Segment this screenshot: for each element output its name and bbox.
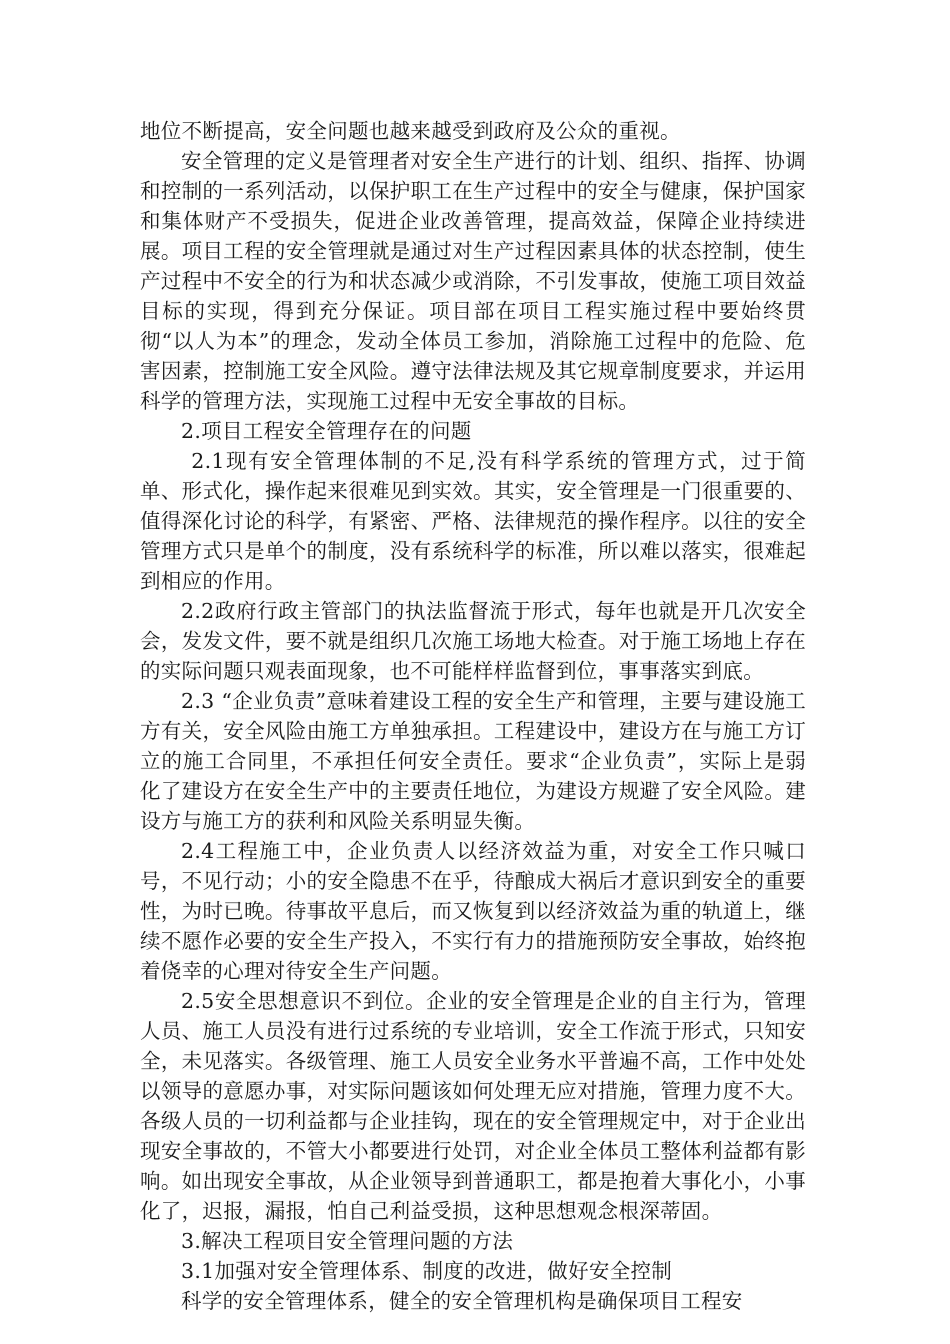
paragraph-2-1: 2.1现有安全管理体制的不足,没有科学系统的管理方式，过于简单、形式化，操作起来很难见到实效。其实，安全管理是一门很重要的、值得深化讨论的科学，有紧密、严格、法律规范的操作程序。以往的安全管理方式只是单个的制度，没有系统科学的标准，所以难以落实，很难起到相应的作用。 <box>140 449 806 593</box>
section-heading-2: 2.项目工程安全管理存在的问题 <box>181 419 472 443</box>
paragraph-2-4: 2.4工程施工中，企业负责人以经济效益为重，对安全工作只喊口号，不见行动；小的安全隐患不在乎，待酿成大祸后才意识到安全的重要性，为时已晚。待事故平息后，而又恢复到以经济效益为重的轨道上，继续不愿作必要的安全生产投入，不实行有力的措施预防安全事故，始终抱着侥幸的心理对待安全生产问题。 <box>140 839 806 983</box>
paragraph-2-5: 2.5安全思想意识不到位。企业的安全管理是企业的自主行为，管理人员、施工人员没有进行过系统的专业培训，安全工作流于形式，只知安全，未见落实。各级管理、施工人员安全业务水平普遍不高，工作中处处以领导的意愿办事，对实际问题该如何处理无应对措施，管理力度不大。各级人员的一切利益都与企业挂钩，现在的安全管理规定中，对于企业出现安全事故的，不管大小都要进行处罚，对企业全体员工整体利益都有影响。如出现安全事故，从企业领导到普通职工，都是抱着大事化小，小事化了，迟报，漏报，怕自己利益受损，这种思想观念根深蒂固。 <box>140 989 806 1223</box>
paragraph-2-2: 2.2政府行政主管部门的执法监督流于形式，每年也就是开几次安全会，发发文件，要不就是组织几次施工场地大检查。对于施工场地上存在的实际问题只观表面现象，也不可能样样监督到位，事事落实到底。 <box>140 599 806 683</box>
subsection-heading-3-1: 3.1加强对安全管理体系、制度的改进，做好安全控制 <box>181 1259 673 1283</box>
paragraph-2-3: 2.3 “企业负责”意味着建设工程的安全生产和管理，主要与建设施工方有关，安全风险由施工方单独承担。工程建设中，建设方在与施工方订立的施工合同里，不承担任何安全责任。要求“企业负责”，实际上是弱化了建设方在安全生产中的主要责任地位，为建设方规避了安全风险。建设方与施工方的获利和风险关系明显失衡。 <box>140 689 806 833</box>
document-body <box>140 116 806 1316</box>
paragraph-safety-definition: 安全管理的定义是管理者对安全生产进行的计划、组织、指挥、协调和控制的一系列活动，以保护职工在生产过程中的安全与健康，保护国家和集体财产不受损失，促进企业改善管理，提高效益，保障企业持续进展。项目工程的安全管理就是通过对生产过程因素具体的状态控制，使生产过程中不安全的行为和状态减少或消除，不引发事故，使施工项目效益目标的实现，得到充分保证。项目部在项目工程实施过程中要始终贯彻“以人为本”的理念，发动全体员工参加，消除施工过程中的危险、危害因素，控制施工安全风险。遵守法律法规及其它规章制度要求，并运用科学的管理方法，实现施工过程中无安全事故的目标。 <box>140 149 806 413</box>
paragraph-3-1-start: 科学的安全管理体系，健全的安全管理机构是确保项目工程安 <box>181 1289 743 1313</box>
paragraph-intro-continuation: 地位不断提高，安全问题也越来越受到政府及公众的重视。 <box>140 119 681 143</box>
section-heading-3: 3.解决工程项目安全管理问题的方法 <box>181 1229 514 1253</box>
